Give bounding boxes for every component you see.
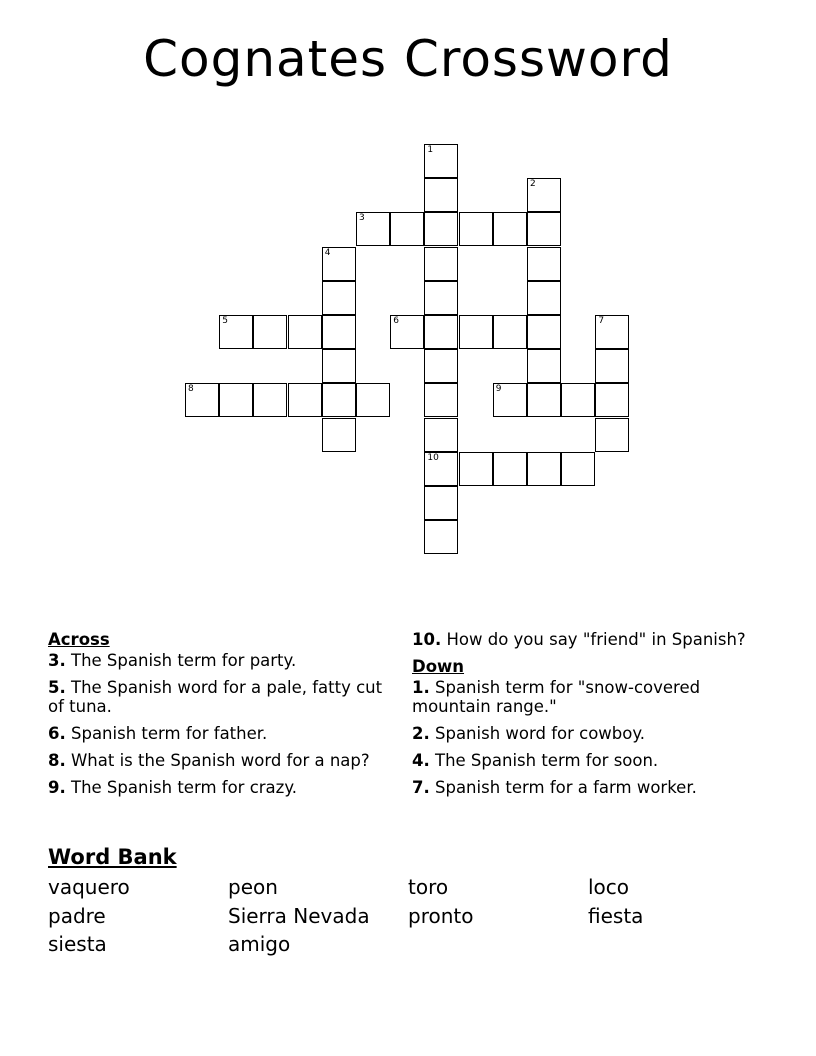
crossword-cell[interactable] [424, 520, 458, 554]
clue-text: Spanish term for father. [65, 724, 268, 743]
crossword-cell-10[interactable] [424, 452, 458, 486]
crossword-cell[interactable] [424, 315, 458, 349]
crossword-cell[interactable] [527, 383, 561, 417]
word-bank-item: padre [48, 903, 106, 928]
clue-number: 4. [412, 751, 430, 770]
across-clue-list-continued [412, 630, 762, 649]
clue-number: 10 [427, 452, 439, 463]
clue-item [412, 778, 762, 797]
crossword-cell-2[interactable] [527, 178, 561, 212]
clue-number: 6 [393, 316, 399, 326]
crossword-cell[interactable] [561, 383, 595, 417]
crossword-cell[interactable] [288, 383, 322, 417]
clue-number: 2. [412, 724, 430, 743]
crossword-cell[interactable] [424, 247, 458, 281]
clue-item [412, 678, 762, 716]
clue-number: 4 [324, 247, 331, 258]
crossword-cell[interactable] [424, 349, 458, 383]
down-heading: Down [412, 657, 465, 676]
clue-item [412, 724, 762, 743]
clues-left-column [48, 630, 388, 805]
clue-number: 3 [359, 213, 365, 224]
clue-number: 3. [48, 651, 66, 670]
clue-item [48, 778, 388, 797]
crossword-cell[interactable] [424, 418, 458, 452]
crossword-cell-9[interactable] [493, 383, 527, 417]
crossword-cell-8[interactable] [185, 383, 219, 417]
word-bank-item: amigo [228, 932, 291, 956]
page-title: Cognates Crossword [143, 30, 673, 88]
crossword-cell[interactable] [527, 281, 561, 315]
word-bank-item: loco [588, 875, 630, 899]
crossword-cell[interactable] [595, 349, 629, 383]
crossword-cell-3[interactable] [356, 212, 390, 246]
crossword-cell[interactable] [253, 383, 287, 417]
clue-number: 7. [412, 778, 430, 797]
clue-text: What is the Spanish word for a nap? [65, 751, 370, 770]
clue-number: 8. [48, 751, 66, 770]
crossword-cell[interactable] [424, 178, 458, 212]
clue-number: 6. [48, 724, 66, 743]
clue-text: How do you say "friend" in Spanish? [441, 630, 746, 649]
word-bank-item: Sierra Nevada [228, 903, 370, 928]
crossword-cell[interactable] [322, 315, 356, 349]
clue-text: Spanish term for "snow-covered mountain range." [412, 678, 701, 716]
clue-item [412, 630, 762, 649]
crossword-cell-5[interactable] [219, 315, 253, 349]
crossword-cell[interactable] [527, 315, 561, 349]
crossword-cell[interactable] [527, 212, 561, 246]
crossword-cell[interactable] [459, 212, 493, 246]
word-bank-item: siesta [48, 932, 107, 956]
clue-text: The Spanish word for a pale, fatty cut of tuna. [48, 678, 383, 716]
crossword-cell-7[interactable] [595, 315, 629, 349]
crossword-cell[interactable] [595, 383, 629, 417]
clue-number: 2 [530, 179, 536, 190]
clues-right-column [412, 630, 762, 805]
word-bank [48, 873, 768, 959]
clue-item [412, 751, 762, 770]
across-heading: Across [48, 630, 110, 649]
clue-number: 7 [598, 316, 605, 326]
clue-item [48, 678, 388, 716]
word-bank-item: fiesta [588, 903, 644, 928]
crossword-cell[interactable] [459, 315, 493, 349]
crossword-cell-1[interactable] [424, 144, 458, 178]
crossword-cell[interactable] [527, 349, 561, 383]
clue-text: The Spanish term for soon. [429, 751, 659, 770]
clue-number: 9 [495, 384, 502, 395]
crossword-cell[interactable] [390, 212, 424, 246]
crossword-cell[interactable] [561, 452, 595, 486]
crossword-cell[interactable] [322, 349, 356, 383]
clue-number: 8 [188, 384, 194, 395]
down-clue-list [412, 678, 762, 797]
clue-item [48, 751, 388, 770]
clue-number: 10. [412, 630, 442, 649]
crossword-cell-4[interactable] [322, 247, 356, 281]
crossword-cell[interactable] [527, 452, 561, 486]
crossword-cell[interactable] [459, 452, 493, 486]
crossword-cell[interactable] [527, 247, 561, 281]
clue-text: Spanish word for cowboy. [429, 724, 646, 743]
crossword-cell[interactable] [424, 212, 458, 246]
crossword-cell-6[interactable] [390, 315, 424, 349]
crossword-cell[interactable] [356, 383, 390, 417]
crossword-cell[interactable] [493, 452, 527, 486]
word-bank-item: vaquero [48, 875, 130, 899]
crossword-cell[interactable] [253, 315, 287, 349]
clue-item [48, 724, 388, 743]
clue-number: 1. [412, 678, 430, 697]
crossword-cell[interactable] [424, 486, 458, 520]
crossword-cell[interactable] [595, 418, 629, 452]
clue-text: Spanish term for a farm worker. [429, 778, 697, 797]
crossword-cell[interactable] [219, 383, 253, 417]
clue-number: 5. [48, 678, 66, 697]
clue-number: 5 [222, 316, 228, 326]
crossword-cell[interactable] [322, 281, 356, 315]
crossword-cell[interactable] [493, 212, 527, 246]
clue-text: The Spanish term for crazy. [65, 778, 297, 797]
across-clue-list [48, 651, 388, 797]
crossword-cell[interactable] [288, 315, 322, 349]
crossword-cell[interactable] [424, 281, 458, 315]
clue-item [48, 651, 388, 670]
clue-number: 1 [427, 145, 434, 155]
crossword-cell[interactable] [322, 383, 356, 417]
word-bank-item: pronto [408, 903, 474, 928]
word-bank-item: toro [408, 875, 449, 899]
crossword-cell[interactable] [322, 418, 356, 452]
word-bank-item: peon [228, 875, 278, 899]
crossword-cell[interactable] [493, 315, 527, 349]
clue-text: The Spanish term for party. [65, 651, 297, 670]
word-bank-heading: Word Bank [48, 845, 177, 869]
crossword-cell[interactable] [424, 383, 458, 417]
clue-number: 9. [48, 778, 66, 797]
